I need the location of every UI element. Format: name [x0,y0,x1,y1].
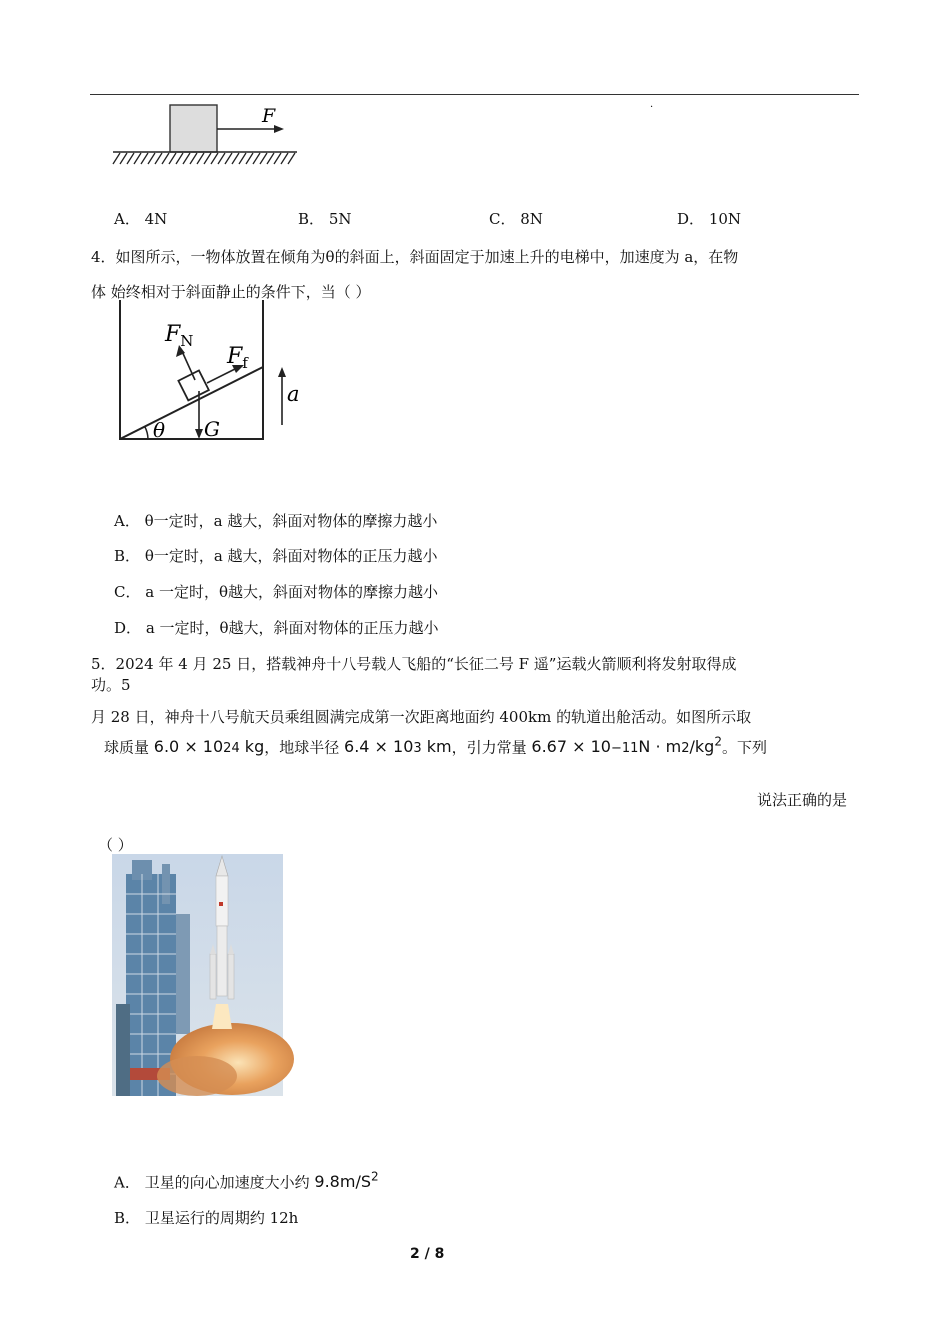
q3-option-d: D． 10N [677,210,742,228]
rocket-launch-photo [112,854,283,1096]
q5-stem-line3: 月 28 日，神舟十八号航天员乘组圆满完成第一次距离地面约 400km 的轨道出舱活动。如图所示取 [91,708,752,726]
ff-label: $F_f$ [227,344,248,372]
block-force-figure [110,100,310,170]
acceleration-arrowhead [278,367,286,377]
q4-option-d: D． a 一定时，θ越大，斜面对物体的正压力越小 [114,619,439,637]
q5-stem-line5: 说法正确的是 [757,791,848,809]
header-rule [90,94,859,95]
force-label: F [262,105,276,127]
block [170,105,217,152]
q4-stem-line1: 4．如图所示，一物体放置在倾角为θ的斜面上，斜面固定于加速上升的电梯中，加速度为 a，在物 [91,248,739,266]
fn-label: $F_N$ [165,322,194,350]
q4-option-b: B． θ一定时，a 越大，斜面对物体的正压力越小 [114,547,438,565]
g-label: G [204,417,220,441]
q5-stem-line4: 球质量 6.0 × 1024 kg，地球半径 6.4 × 103 km，引力常量 $6.67 \times 10-11N \cdot m2/kg^2$。下列 [104,735,767,757]
q5-stem-line1: 5．2024 年 4 月 25 日，搭载神舟十八号载人飞船的“长征二号 F 遥”运载火箭顺利将发射取得成 [91,655,737,673]
q5-option-a: A． 卫星的向心加速度大小约 $9.8m/S^2$ [114,1170,379,1192]
stray-dot: · [650,102,654,113]
q4-option-c: C． a 一定时，θ越大，斜面对物体的摩擦力越小 [114,583,439,601]
q3-option-c: C． 8N [489,210,543,228]
q5-option-b: B． 卫星运行的周期约 12h [114,1209,299,1227]
q4-stem-line2: 体 始终相对于斜面静止的条件下，当（ ） [91,283,371,301]
a-label: a [287,382,300,406]
gravity-arrowhead [195,429,203,439]
ground-hatching [113,153,295,164]
page-number: 2 / 8 [410,1246,445,1262]
theta-arc [145,427,148,439]
force-arrowhead [274,125,284,133]
theta-label: θ [153,418,166,442]
incline-elevator-figure [115,295,315,445]
q3-option-a: A． 4N [114,210,168,228]
q4-option-a: A． θ一定时，a 越大，斜面对物体的摩擦力越小 [114,512,438,530]
q3-option-b: B． 5N [298,210,352,228]
q5-stem-line6: （ ） [98,836,133,854]
q5-stem-line2: 功。5 [91,676,131,694]
